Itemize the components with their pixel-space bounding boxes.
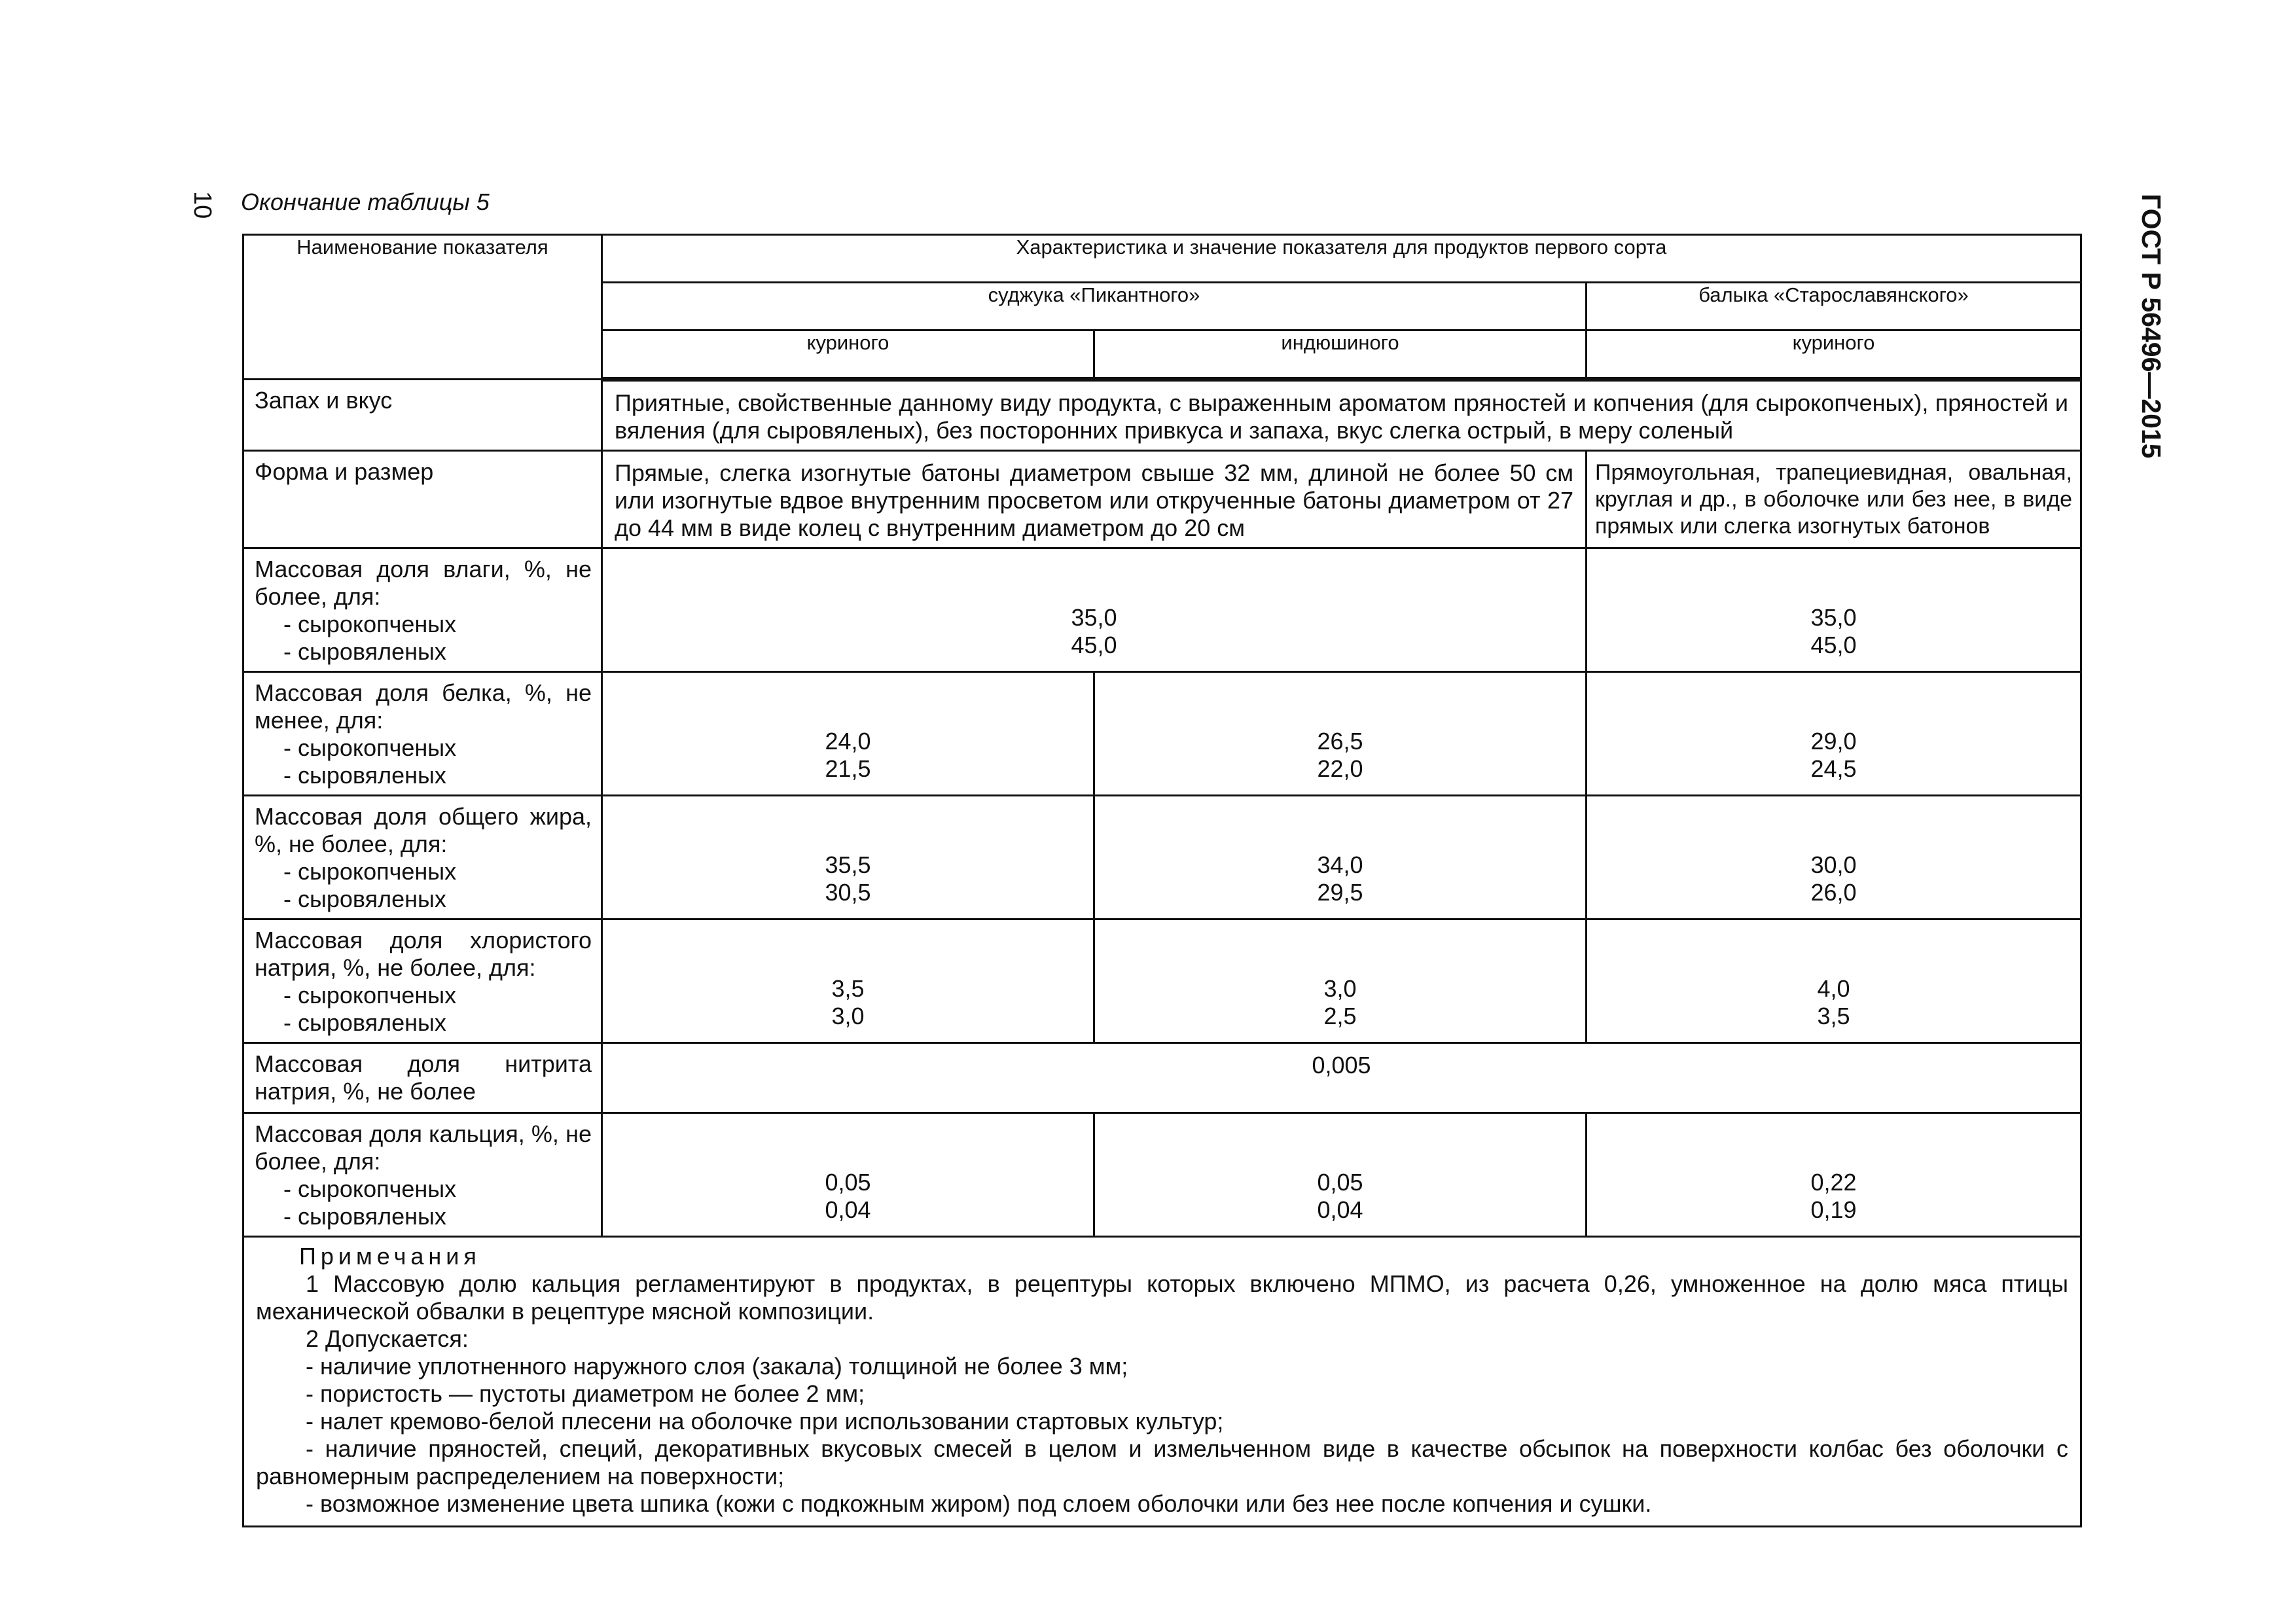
value-cell: 0,04 <box>1317 1196 1363 1223</box>
header-indicator: Наименование показателя <box>243 235 602 380</box>
value-cell: 26,0 <box>1810 879 1857 906</box>
value-cell: 35,0 <box>1810 604 1857 631</box>
row-label-moisture: Массовая доля влаги, %, не более, для: <box>255 556 592 610</box>
value-cell: 0,05 <box>1317 1169 1363 1196</box>
smell-description: Приятные, свойственные данному виду продукта, с выраженным ароматом пряностей и копчения (для сырокопченых), пряностей и вяления (для сыровяленых), без посторонних привкуса и запаха, вкус слегка острый, в меру соленый <box>615 389 2068 444</box>
sublabel-smoked: - сырокопченых <box>283 1175 457 1202</box>
note-2: 2 Допускается: <box>306 1325 469 1352</box>
note-1: 1 Массовую долю кальция регламентируют в продуктах, в рецептуры которых включено МПМО, из расчета 0,26, умноженное на долю мяса птицы механической обвалки в рецептуре мясной композиции. <box>256 1270 2068 1325</box>
value-cell: 3,0 <box>831 1003 865 1029</box>
value-cell: 0,05 <box>825 1169 871 1196</box>
value-cell: 45,0 <box>1810 632 1857 658</box>
table-caption: Окончание таблицы 5 <box>241 188 490 215</box>
row-label-protein: Массовая доля белка, %, не менее, для: <box>255 679 592 734</box>
row-label-salt: Массовая доля хлористого натрия, %, не более, для: <box>255 927 592 981</box>
sublabel-dried: - сыровяленых <box>283 638 446 665</box>
value-cell: 34,0 <box>1317 851 1363 878</box>
table-row <box>243 1237 2081 1527</box>
value-cell: 29,5 <box>1317 879 1363 906</box>
table-row <box>243 1043 2081 1113</box>
shape-description-sudzhuk: Прямые, слегка изогнутые батоны диаметром свыше 32 мм, длиной не более 50 см или изогнутые вдвое внутренним просветом или открученные батоны диаметром от 27 до 44 мм в виде колец с внутренним диаметром до 20 см <box>615 459 1573 541</box>
value-cell: 30,5 <box>825 879 871 906</box>
note-item: - возможное изменение цвета шпика (кожи с подкожным жиром) под слоем оболочки или без нее после копчения и сушки. <box>306 1490 1652 1517</box>
value-cell: 0,19 <box>1810 1196 1857 1223</box>
row-label-calcium: Массовая доля кальция, %, не более, для: <box>255 1120 592 1175</box>
value-cell: 35,5 <box>825 851 871 878</box>
table-row <box>243 380 2081 451</box>
value-cell: 3,5 <box>1817 1003 1850 1029</box>
value-cell: 0,04 <box>825 1196 871 1223</box>
value-cell: 29,0 <box>1810 728 1857 755</box>
value-cell: 30,0 <box>1810 851 1857 878</box>
sublabel-smoked: - сырокопченых <box>283 858 457 885</box>
row-label-fat: Массовая доля общего жира, %, не более, для: <box>255 803 592 857</box>
notes-block <box>244 1238 2080 1525</box>
row-label-nitrite: Массовая доля нитрита натрия, %, не более <box>255 1050 592 1105</box>
value-cell: 21,5 <box>825 755 871 782</box>
table-row <box>243 451 2081 548</box>
sublabel-dried: - сыровяленых <box>283 1009 446 1036</box>
value-cell: 3,0 <box>1323 975 1357 1002</box>
sublabel-smoked: - сырокопченых <box>283 734 457 761</box>
header-col-chicken-2: куриного <box>1587 330 2081 380</box>
shape-description-balyk: Прямоугольная, трапециевидная, овальная, круглая и др., в оболочке или без нее, в виде прямых или слегка изогнутых батонов <box>1595 460 2072 539</box>
notes-title: Примечания <box>299 1243 481 1270</box>
value-cell: 26,5 <box>1317 728 1363 755</box>
table-row <box>243 672 2081 796</box>
table-row <box>243 796 2081 919</box>
sublabel-dried: - сыровяленых <box>283 885 446 912</box>
value-cell: 0,005 <box>1312 1052 1371 1079</box>
row-label-smell: Запах и вкус <box>255 387 393 414</box>
table-row <box>243 919 2081 1043</box>
value-cell: 4,0 <box>1817 975 1850 1002</box>
value-cell: 35,0 <box>1071 604 1117 631</box>
value-cell: 2,5 <box>1323 1003 1357 1029</box>
value-cell: 24,5 <box>1810 755 1857 782</box>
note-item: - пористость — пустоты диаметром не более 2 мм; <box>306 1380 865 1407</box>
header-characteristic: Характеристика и значение показателя для продуктов первого сорта <box>602 235 2081 283</box>
note-item: - налет кремово-белой плесени на оболочке при использовании стартовых культур; <box>306 1408 1224 1435</box>
table-row <box>243 1113 2081 1237</box>
sublabel-dried: - сыровяленых <box>283 1203 446 1230</box>
header-product-sudzhuk: суджука «Пикантного» <box>602 283 1587 330</box>
header-product-balyk: балыка «Старославянского» <box>1587 283 2081 330</box>
note-item: - наличие уплотненного наружного слоя (закала) толщиной не более 3 мм; <box>306 1353 1128 1380</box>
specification-table <box>242 234 2082 1527</box>
header-col-turkey: индюшиного <box>1094 330 1587 380</box>
note-item: - наличие пряностей, специй, декоративных вкусовых смесей в целом и измельченном виде в качестве обсыпок на поверхности колбас без оболочки с равномерным распределением на поверхности; <box>256 1435 2068 1489</box>
value-cell: 0,22 <box>1810 1169 1857 1196</box>
standard-code: ГОСТ Р 56496—2015 <box>2136 194 2166 459</box>
sublabel-smoked: - сырокопченых <box>283 611 457 637</box>
value-cell: 24,0 <box>825 728 871 755</box>
row-label-shape: Форма и размер <box>255 458 434 485</box>
sublabel-dried: - сыровяленых <box>283 762 446 789</box>
value-cell: 22,0 <box>1317 755 1363 782</box>
page-number: 10 <box>188 191 216 219</box>
value-cell: 3,5 <box>831 975 865 1002</box>
sublabel-smoked: - сырокопченых <box>283 982 457 1008</box>
header-col-chicken-1: куриного <box>602 330 1094 380</box>
value-cell: 45,0 <box>1071 632 1117 658</box>
table-row <box>243 548 2081 672</box>
